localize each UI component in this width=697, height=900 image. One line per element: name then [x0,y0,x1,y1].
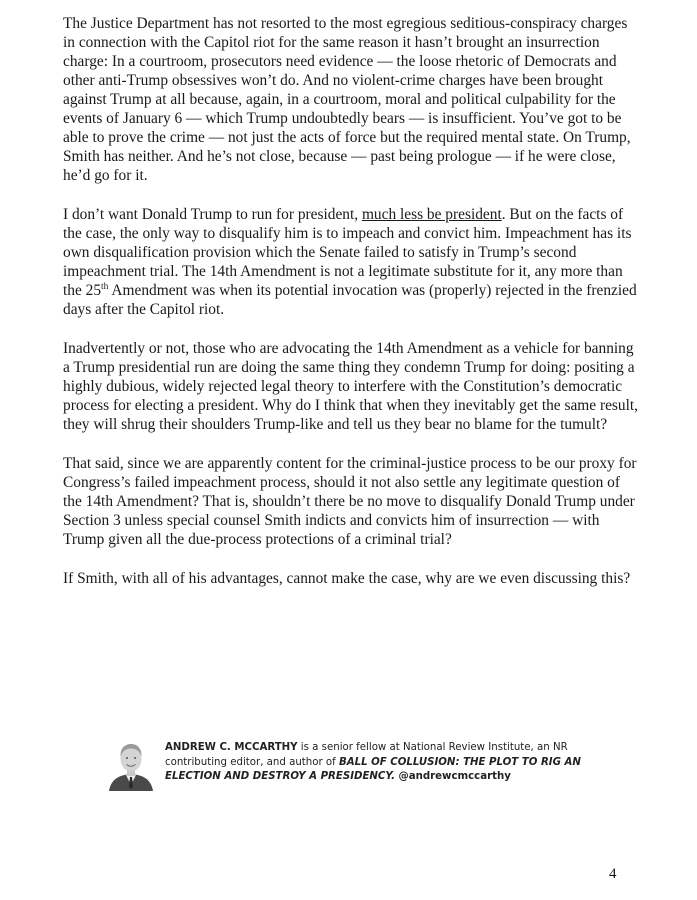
book-title: BALL OF COLLUSION: THE PLOT TO RIG AN ELECTION AND DESTROY A PRESIDENCY. [165,756,581,783]
author-portrait [105,739,157,791]
paragraph-2-middle: . But on the facts of the case, the only way to disqualify him is to impeach and convict him. Impeachment has its own disqualification provision which the Senate failed to satisfy in Trump’s second impeachment trial. The 14th Amendment is not a legitimate substitute for it, any more than the [63,206,632,299]
ordinal-suffix: th [101,282,109,292]
paragraph-5: If Smith, with all of his advantages, cannot make the case, why are we even discussing this? [63,570,631,587]
amendment-number: 25 [85,282,102,299]
author-description: is a senior fellow at National Review Institute, an NR contributing editor, and author of [165,742,568,768]
author-name: ANDREW C. MCCARTHY [165,742,298,753]
paragraph-2-end: Amendment was when its potential invocation was (properly) rejected in the frenzied days after the Capitol riot. [63,282,637,318]
article-body [63,14,638,588]
author-bio-text [165,741,605,785]
paragraph-2-start: I don’t want Donald Trump to run for president, [63,206,362,223]
paragraph-4: That said, since we are apparently content for the criminal-justice process to be our proxy for Congress’s failed impeachment process, should it not also settle any legitimate question of the 14th Amendment? That is, shouldn’t there be no move to disqualify Donald Trump under Section 3 unless special counsel Smith indicts and convicts him of insurrection — with Trump given all the due-process protections of a criminal trial? [63,455,637,548]
paragraph-3: Inadvertently or not, those who are advocating the 14th Amendment as a vehicle for banning a Trump presidential run are doing the same thing they condemn Trump for doing: positing a highly dubious, widely rejected legal theory to interfere with the Constitution’s democratic process for electing a president. Why do I think that when they inevitably get the same result, they will shrug their shoulders Trump-like and tell us they bear no blame for the tumult? [63,340,638,433]
page-number: 4 [609,866,617,882]
author-bio [105,739,605,795]
paragraph-2 [63,205,638,319]
author-handle: @andrewcmccarthy [394,771,511,783]
paragraph-1: The Justice Department has not resorted to the most egregious seditious-conspiracy charges in connection with the Capitol riot for the same reason it hasn’t brought an insurrection charge: In a courtroom, prosecutors need evidence — the loose rhetoric of Democrats and other anti-Trump obsessives won’t do. And no violent-crime charges have been brought against Trump at all because, again, in a courtroom, moral and political culpability for the events of January 6 — which Trump undoubtedly bears — is insufficient. You’ve got to be able to prove the crime — not just the acts of force but the required mental state. On Trump, Smith has neither. And he’s not close, because — past being prologue — if he were close, he’d go for it. [63,15,631,184]
much-less-be-president-link[interactable]: much less be president [361,206,502,223]
